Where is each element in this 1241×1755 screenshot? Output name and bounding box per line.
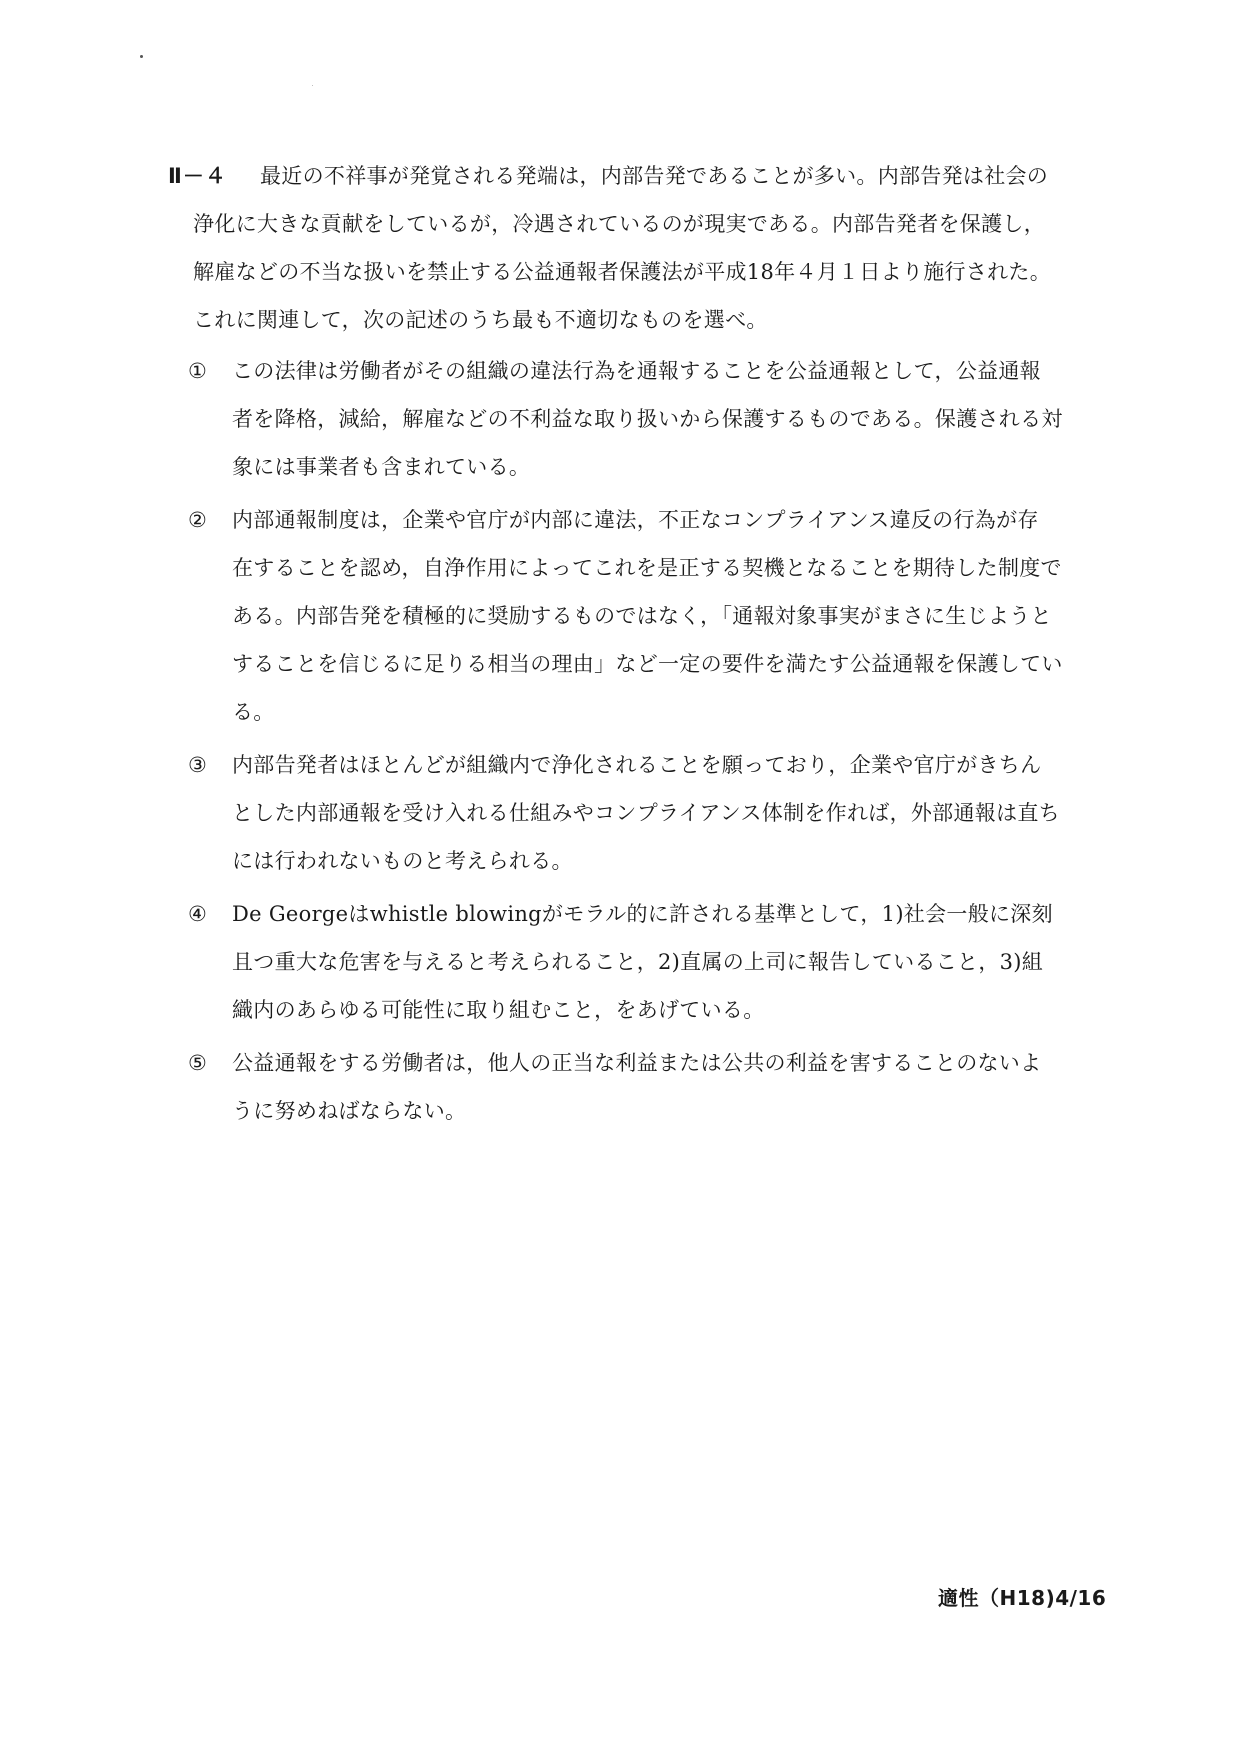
option-text xyxy=(232,741,1098,885)
option-3 xyxy=(188,741,1098,885)
option-line: 且つ重大な危害を与えると考えられること，2)直属の上司に報告していること，3)組 xyxy=(232,950,1044,974)
option-line: うに努めねばならない。 xyxy=(232,1099,467,1123)
option-line: 者を降格，減給，解雇などの不利益な取り扱いから保護するものである。保護される対 xyxy=(232,407,1063,431)
option-5 xyxy=(188,1039,1098,1135)
option-2 xyxy=(188,496,1098,736)
scan-speck xyxy=(312,85,313,86)
answer-options xyxy=(188,347,1098,1140)
option-line: De Georgeはwhistle blowingがモラル的に許される基準として，1)社会一般に深刻 xyxy=(232,902,1053,926)
option-number: ⑤ xyxy=(188,1051,208,1075)
option-line: とした内部通報を受け入れる仕組みやコンプライアンス体制を作れば，外部通報は直ち xyxy=(232,801,1060,825)
option-line: る。 xyxy=(232,700,275,724)
option-line: 在することを認め，自浄作用によってこれを是正する契機となることを期待した制度で xyxy=(232,556,1062,580)
option-line: には行われないものと考えられる。 xyxy=(232,849,573,873)
question-number: Ⅱ－４ xyxy=(168,164,227,188)
option-1 xyxy=(188,347,1098,491)
question-line: 解雇などの不当な扱いを禁止する公益通報者保護法が平成18年４月１日より施行された。 xyxy=(193,260,1052,284)
option-line: この法律は労働者がその組織の違法行為を通報することを公益通報として，公益通報 xyxy=(232,359,1041,383)
option-line: ある。内部告発を積極的に奨励するものではなく，「通報対象事実がまさに生じようと xyxy=(232,604,1052,628)
option-number: ④ xyxy=(188,902,208,926)
scan-speck xyxy=(140,55,143,58)
option-line: することを信じるに足りる相当の理由」など一定の要件を満たす公益通報を保護してい xyxy=(232,652,1063,676)
option-text xyxy=(232,347,1098,491)
option-number: ③ xyxy=(188,753,208,777)
question-block xyxy=(168,152,1098,344)
option-4 xyxy=(188,890,1098,1034)
question-line: 最近の不祥事が発覚される発端は，内部告発であることが多い。内部告発は社会の xyxy=(260,164,1049,188)
option-number: ② xyxy=(188,508,208,532)
page-footer: 適性（H18)4/16 xyxy=(938,1586,1107,1610)
question-line: 浄化に大きな貢献をしているが，冷遇されているのが現実である。内部告発者を保護し， xyxy=(193,212,1045,236)
option-line: 象には事業者も含まれている。 xyxy=(232,455,531,479)
option-text xyxy=(232,496,1098,736)
option-text xyxy=(232,1039,1098,1135)
option-line: 内部通報制度は，企業や官庁が内部に違法，不正なコンプライアンス違反の行為が存 xyxy=(232,508,1039,532)
option-line: 公益通報をする労働者は，他人の正当な利益または公共の利益を害することのないよ xyxy=(232,1051,1042,1075)
option-line: 内部告発者はほとんどが組織内で浄化されることを願っており，企業や官庁がきちん xyxy=(232,753,1042,777)
question-line: これに関連して，次の記述のうち最も不適切なものを選べ。 xyxy=(193,308,768,332)
option-line: 織内のあらゆる可能性に取り組むこと，をあげている。 xyxy=(232,998,765,1022)
option-number: ① xyxy=(188,359,208,383)
option-text xyxy=(232,890,1098,1034)
